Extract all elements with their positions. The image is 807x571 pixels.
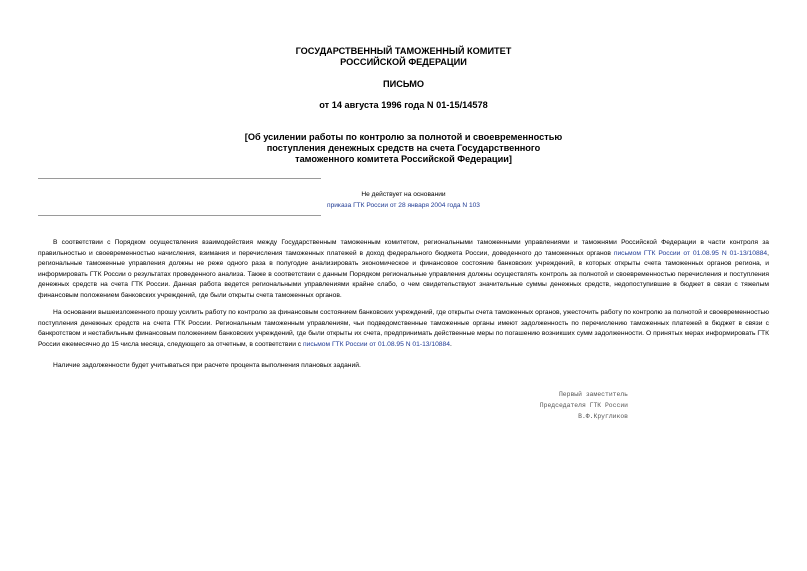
paragraph-text: На основании вышеизложенного прошу усилить работу по контролю за финансовым состоянием банковских учреждений, где открыты счета таможенных органов, ужесточить работу по контролю за полнотой и своевременностью поступления денежных средств на счета ГТК России. Региональным таможенным управлениям, чьи подведомственные таможенные органы имеют задолженность по перечислению таможенных платежей в бюджет в связи с банкротством и нестабильным финансовым положением банковских учреждений, где были открыты их счета, предпринимать действенные меры по погашению возникших сумм задолженности. О принятых мерах информировать ГТК России ежемесячно до 15 числа месяца, следующего за отчетным, в соответствии с (38, 309, 769, 348)
reference-letter-link[interactable]: письмом ГТК России от 01.08.95 N 01-13/10884 (303, 340, 450, 348)
issuer-name: ГОСУДАРСТВЕННЫЙ ТАМОЖЕННЫЙ КОМИТЕТ (295, 46, 512, 56)
document-subject-line-3: таможенного комитета Российской Федерации] (295, 154, 512, 164)
document-subject-line-1: [Об усилении работы по контролю за полнотой и своевременностью (244, 132, 563, 142)
signatory-position: Первый заместитель (558, 391, 628, 398)
signatory-name: В.Ф.Кругликов (578, 413, 628, 420)
document-subject-line-2: поступления денежных средств на счета Государственного (266, 143, 541, 153)
repeal-order-link[interactable]: приказа ГТК России от 28 января 2004 года N 103 (327, 202, 480, 209)
body-paragraph-1 (38, 238, 769, 302)
paragraph-text: , региональные таможенные управления должны не реже одного раза в полугодие анализировать экономическое и финансовое состояние банковских учреждений, в которых открыты счета таможенных органов региона, и информировать ГТК России о результатах проведенного анализа. Также в соответствии с данным Порядком региональные управления должны осуществлять контроль за полнотой и своевременностью перечисления и поступления денежных средств на счета ГТК России. Данная работа ведется региональными управлениями крайне слабо, о чем свидетельствуют значительные суммы денежных средств, недопоступившие в бюджет в связи с тяжелым финансовым положением банковских учреждений, где были открыты счета таможенных органов. (38, 249, 769, 299)
signatory-organization: Председателя ГТК России (539, 402, 628, 409)
status-divider-bottom (38, 215, 321, 216)
paragraph-text: В соответствии с Порядком осуществления взаимодействия между Государственным таможенным комитетом, региональными таможенными управлениями и таможнями Российской Федерации в части контроля за правильностью и своевременностью начисления, взимания и перечисления таможенных платежей в доход федерального бюджета России, доведенного до таможенных органов (38, 239, 769, 257)
body-paragraph-3: Наличие задолженности будет учитываться при расчете процента выполнения плановых заданий. (53, 362, 361, 369)
document-type: ПИСЬМО (382, 79, 425, 89)
status-divider-top (38, 178, 321, 179)
body-paragraph-2 (38, 308, 769, 350)
reference-letter-link[interactable]: письмом ГТК России от 01.08.95 N 01-13/10884 (613, 249, 768, 257)
status-note: Не действует на основании (361, 191, 446, 198)
issuer-country: РОССИЙСКОЙ ФЕДЕРАЦИИ (340, 57, 467, 67)
paragraph-text: . (449, 340, 452, 348)
status-link-row (0, 200, 807, 211)
document-date-number: от 14 августа 1996 года N 01-15/14578 (319, 100, 488, 110)
